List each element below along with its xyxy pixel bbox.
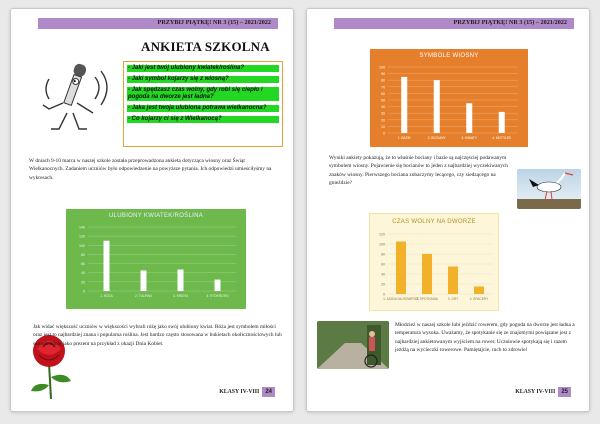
chart-bar bbox=[448, 267, 458, 295]
header-title: PRZYBIJ PIĄTKĘ! NR 3 (15) – 2021/2022 bbox=[453, 19, 567, 26]
y-tick-label: 100 bbox=[379, 242, 385, 247]
y-tick-label: 80 bbox=[381, 78, 385, 83]
question-item: - Jaki jest twój ulubiony kwiatek/roślina? bbox=[127, 65, 279, 72]
questions-box bbox=[123, 61, 283, 147]
x-category-label: 3. KRATKI bbox=[173, 294, 188, 298]
x-category-label: 1. JAZDA NA ROWERZE bbox=[383, 297, 419, 301]
x-category-label: 1. BAZIE bbox=[397, 136, 411, 140]
y-tick-label: 40 bbox=[381, 272, 385, 277]
chart-bar bbox=[401, 77, 407, 133]
microphone-mascot-illustration bbox=[33, 59, 119, 139]
x-category-label: 2. SPOTKANIA bbox=[416, 297, 438, 301]
y-tick-label: 120 bbox=[379, 232, 385, 237]
y-tick-label: 20 bbox=[81, 280, 85, 285]
chart-bar bbox=[215, 280, 221, 291]
chart-bar bbox=[104, 241, 110, 291]
y-tick-label: 0 bbox=[83, 289, 85, 294]
header-title: PRZYBIJ PIĄTKĘ! NR 3 (15) – 2021/2022 bbox=[157, 19, 271, 26]
y-tick-label: 70 bbox=[381, 85, 385, 90]
y-tick-label: 0 bbox=[383, 131, 385, 136]
x-category-label: 1. RÓŻA bbox=[100, 294, 113, 298]
page-number: 24 bbox=[262, 387, 275, 397]
x-category-label: 4. STOKROTKI bbox=[206, 294, 229, 298]
chart-favourite-flower bbox=[66, 209, 246, 309]
y-tick-label: 80 bbox=[81, 252, 85, 257]
outro-paragraph: Jak widać większość uczniów w większości wybrali różę jako swój ulubiony kwiat. Róża jest symbolem miłości oraz jest to najbardziej znana i popularna roślina. Jest bardzo często stosowana w bukietach okolicznościowych lub samodzielnie jako prezent na przykład z okazji Dnia Kobiet. bbox=[33, 324, 282, 347]
chart-title: CZAS WOLNY NA DWORZE bbox=[392, 219, 476, 225]
y-tick-label: 40 bbox=[81, 271, 85, 276]
x-category-label: 2. BOCIANY bbox=[427, 136, 446, 140]
page-footer bbox=[219, 387, 275, 397]
chart-bar bbox=[499, 112, 505, 133]
y-tick-label: 120 bbox=[79, 234, 85, 239]
chart-bar bbox=[396, 242, 406, 295]
page-title: ANKIETA SZKOLNA bbox=[141, 39, 270, 54]
question-item: - Co kojarzy ci się z Wielkanocą? bbox=[127, 116, 279, 123]
chart-spring-symbols bbox=[370, 49, 528, 147]
x-category-label: 2. TULIPAN bbox=[135, 294, 152, 298]
y-tick-label: 140 bbox=[79, 225, 85, 230]
chart-bar bbox=[141, 270, 147, 291]
question-item: - Jaka jest twoja ulubiona potrawa wielkanocna? bbox=[127, 105, 279, 112]
x-category-label: 3. KWIATY bbox=[461, 136, 478, 140]
footer-label: KLASY IV-VIII bbox=[515, 389, 556, 395]
footer-label: KLASY IV-VIII bbox=[219, 389, 260, 395]
cyclists-photo bbox=[317, 321, 389, 369]
stork-photo bbox=[517, 169, 581, 209]
chart-bar bbox=[178, 270, 184, 291]
y-tick-label: 90 bbox=[381, 72, 385, 77]
symbols-paragraph: Wyniki ankiety pokazują, że to właśnie bociany i bazie są najczęściej podawanym symbolem wiosny. Pojawienie się bocianów to jeden z najbardziej wyczekiwanych znaków wiosny. Pierwszego bociana zobaczymy lecącego, czy siedzącego na gnieździe? bbox=[329, 155, 508, 187]
y-tick-label: 80 bbox=[381, 252, 385, 257]
y-tick-label: 50 bbox=[381, 98, 385, 103]
x-category-label: 3. GRY bbox=[447, 297, 459, 301]
question-item: - Jaki symbol kojarzy się z wiosną? bbox=[127, 76, 279, 83]
x-category-label: 4. MOTYLEK bbox=[492, 136, 512, 140]
chart-bar bbox=[422, 254, 432, 294]
intro-paragraph: W dniach 9-10 marca w naszej szkole została przeprowadzona ankieta dotycząca wiosny oraz Świąt Wielkanocnych. Zadaniem uczniów było odpowiedzenie na powyższe pytania. Ich odpowiedzi umieściłyśmy na wykresach. bbox=[29, 158, 272, 181]
right-page bbox=[306, 8, 590, 412]
y-tick-label: 60 bbox=[381, 262, 385, 267]
chart-free-time bbox=[369, 213, 499, 311]
y-tick-label: 60 bbox=[81, 262, 85, 267]
y-tick-label: 20 bbox=[381, 118, 385, 123]
chart-bar bbox=[466, 103, 472, 133]
chart-bar bbox=[474, 287, 484, 295]
y-tick-label: 0 bbox=[383, 292, 385, 297]
page-footer bbox=[515, 387, 571, 397]
y-tick-label: 100 bbox=[379, 65, 385, 70]
y-tick-label: 10 bbox=[381, 124, 385, 129]
chart-title: SYMBOLE WIOSNY bbox=[419, 53, 479, 59]
y-tick-label: 30 bbox=[381, 111, 385, 116]
y-tick-label: 40 bbox=[381, 105, 385, 110]
x-category-label: 4. SPACERY bbox=[469, 297, 489, 301]
y-tick-label: 60 bbox=[381, 91, 385, 96]
chart-bar bbox=[434, 80, 440, 133]
freetime-paragraph: Młodzież w naszej szkole lubi jeździć rowerem, gdy pogoda na dworze jest ładna a temperatura wysoka. Uważamy, że spotykanie się ze znajomymi powiązane jest z najbardziej ankietowanym wyjściem na rower. Uczniowie spotykają się i razem jeżdżą na wycieczki rowerowe. Pamiętajcie, ruch to zdrowie! bbox=[395, 322, 575, 354]
question-item: - Jak spędzasz czas wolny, gdy robi się ciepło i pogoda na dworze jest ładna? bbox=[127, 87, 279, 101]
y-tick-label: 20 bbox=[381, 282, 385, 287]
y-tick-label: 100 bbox=[79, 243, 85, 248]
page-number: 25 bbox=[558, 387, 571, 397]
left-page bbox=[10, 8, 294, 412]
chart-title: ULUBIONY KWIATEK/ROŚLINA bbox=[109, 213, 203, 219]
